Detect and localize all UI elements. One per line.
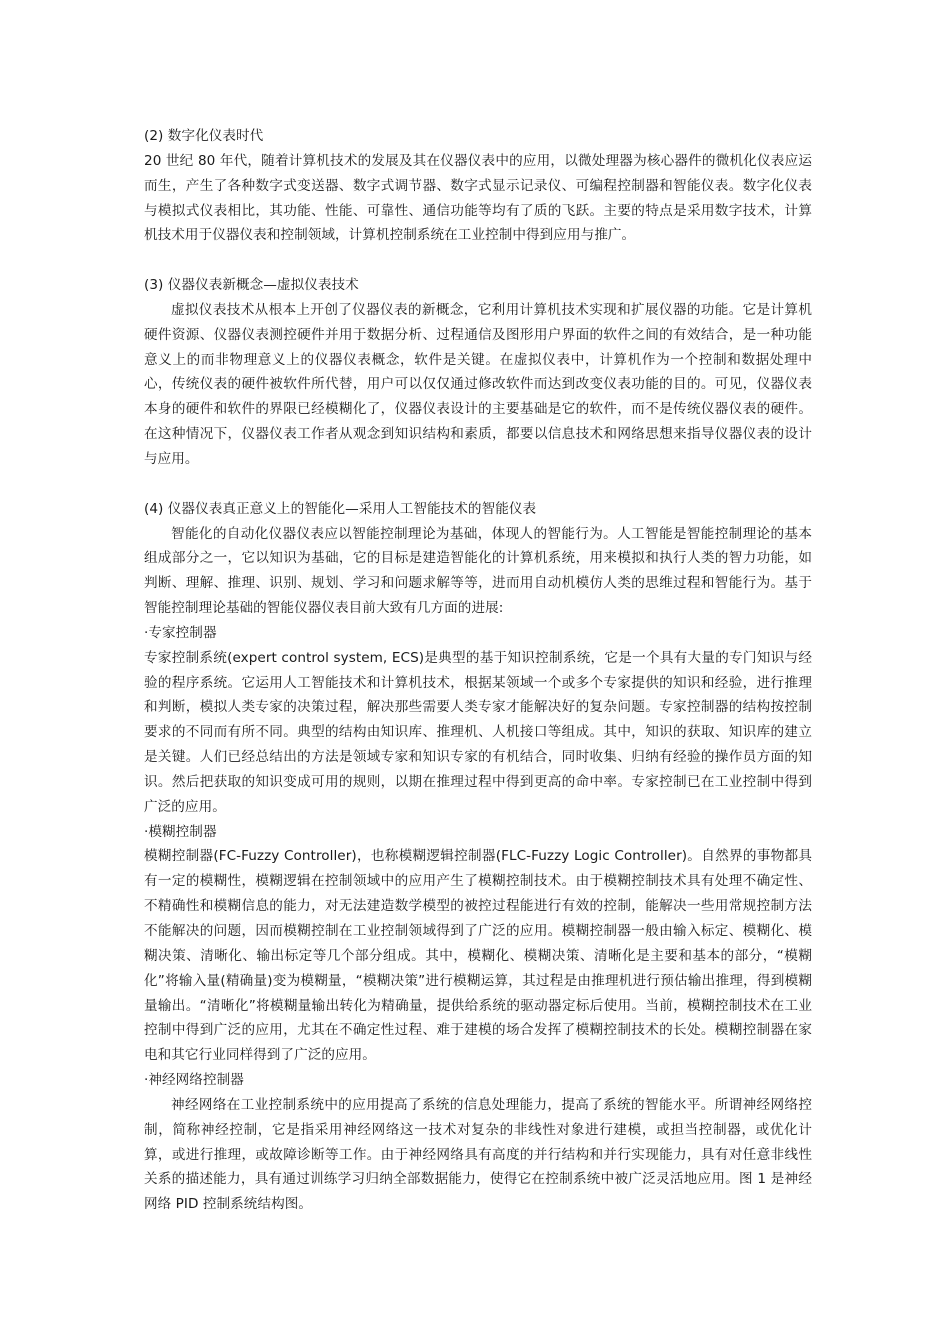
document-page bbox=[144, 124, 812, 1217]
section-heading-intelligent: (4) 仪器仪表真正意义上的智能化—采用人工智能技术的智能仪表 bbox=[144, 500, 537, 517]
section-heading-digital: (2) 数字化仪表时代 bbox=[144, 128, 264, 144]
paragraph-gap bbox=[144, 472, 812, 497]
paragraph-expert-controller: 专家控制系统(expert control system, ECS)是典型的基于知识控制系统，它是一个具有大量的专门知识与经验的程序系统。它运用人工智能技术和计算机技术，根据某领域一个或多个专家提供的知识和经验，进行推理和判断，模拟人类专家的决策过程，解决那些需要人类专家才能解决好的复杂问题。专家控制器的结构按控制要求的不同而有所不同。典型的结构由知识库、推理机、人机接口等组成。其中，知识的获取、知识库的建立是关键。人们已经总结出的方法是领域专家和知识专家的有机结合，同时收集、归纳有经验的操作员方面的知识。然后把获取的知识变成可用的规则，以期在推理过程中得到更高的命中率。专家控制已在工业控制中得到广泛的应用。 bbox=[144, 649, 812, 815]
subheading-expert-controller: ·专家控制器 bbox=[144, 624, 217, 641]
paragraph-neural-controller: 神经网络在工业控制系统中的应用提高了系统的信息处理能力，提高了系统的智能水平。所谓神经网络控制，简称神经控制，它是指采用神经网络这一技术对复杂的非线性对象进行建模，或担当控制器，或优化计算，或进行推理，或故障诊断等工作。由于神经网络具有高度的并行结构和并行实现能力，具有对任意非线性关系的描述能力，具有通过训练学习归纳全部数据能力，使得它在控制系统中被广泛灵活地应用。图 1 是神经网络 PID 控制系统结构图。 bbox=[144, 1096, 812, 1213]
subheading-fuzzy-controller: ·模糊控制器 bbox=[144, 823, 217, 840]
paragraph-virtual: 虚拟仪表技术从根本上开创了仪器仪表的新概念，它利用计算机技术实现和扩展仪器的功能。它是计算机硬件资源、仪器仪表测控硬件并用于数据分析、过程通信及图形用户界面的软件之间的有效结合，是一种功能意义上的而非物理意义上的仪器仪表概念，软件是关键。在虚拟仪表中，计算机作为一个控制和数据处理中心，传统仪表的硬件被软件所代替，用户可以仅仅通过修改软件而达到改变仪表功能的目的。可见，仪器仪表本身的硬件和软件的界限已经模糊化了，仪器仪表设计的主要基础是它的软件，而不是传统仪器仪表的硬件。在这种情况下，仪器仪表工作者从观念到知识结构和素质，都要以信息技术和网络思想来指导仪器仪表的设计与应用。 bbox=[144, 301, 812, 467]
paragraph-digital: 20 世纪 80 年代，随着计算机技术的发展及其在仪器仪表中的应用，以微处理器为核心器件的微机化仪表应运而生，产生了各种数字式变送器、数字式调节器、数字式显示记录仪、可编程控制器和智能仪表。数字化仪表与模拟式仪表相比，其功能、性能、可靠性、通信功能等均有了质的飞跃。主要的特点是采用数字技术，计算机技术用于仪器仪表和控制领域，计算机控制系统在工业控制中得到应用与推广。 bbox=[144, 152, 812, 244]
paragraph-fuzzy-controller: 模糊控制器(FC-Fuzzy Controller)，也称模糊逻辑控制器(FLC-Fuzzy Logic Controller)。自然界的事物都具有一定的模糊性，模糊逻辑在控制领域中的应用产生了模糊控制技术。由于模糊控制技术具有处理不确定性、不精确性和模糊信息的能力，对无法建造数学模型的被控过程能进行有效的控制，能解决一些用常规控制方法不能解决的问题，因而模糊控制在工业控制领域得到了广泛的应用。模糊控制器一般由输入标定、模糊化、模糊决策、清晰化、输出标定等几个部分组成。其中，模糊化、模糊决策、清晰化是主要和基本的部分，“模糊化”将输入量(精确量)变为模糊量，“模糊决策”进行模糊运算，其过程是由推理机进行预估输出推理，得到模糊量输出。“清晰化”将模糊量输出转化为精确量，提供给系统的驱动器定标后使用。当前，模糊控制技术在工业控制中得到广泛的应用，尤其在不确定性过程、难于建模的场合发挥了模糊控制技术的长处。模糊控制器在家电和其它行业同样得到了广泛的应用。 bbox=[144, 848, 812, 1064]
subheading-neural-controller: ·神经网络控制器 bbox=[144, 1072, 244, 1089]
paragraph-gap bbox=[144, 248, 812, 273]
paragraph-intelligent: 智能化的自动化仪器仪表应以智能控制理论为基础，体现人的智能行为。人工智能是智能控制理论的基本组成部分之一，它以知识为基础，它的目标是建造智能化的计算机系统，用来模拟和执行人类的智力功能，如判断、理解、推理、识别、规划、学习和问题求解等等，进而用自动机模仿人类的思维过程和智能行为。基于智能控制理论基础的智能仪器仪表目前大致有几方面的进展: bbox=[144, 525, 812, 617]
section-heading-virtual: (3) 仪器仪表新概念—虚拟仪表技术 bbox=[144, 277, 359, 294]
